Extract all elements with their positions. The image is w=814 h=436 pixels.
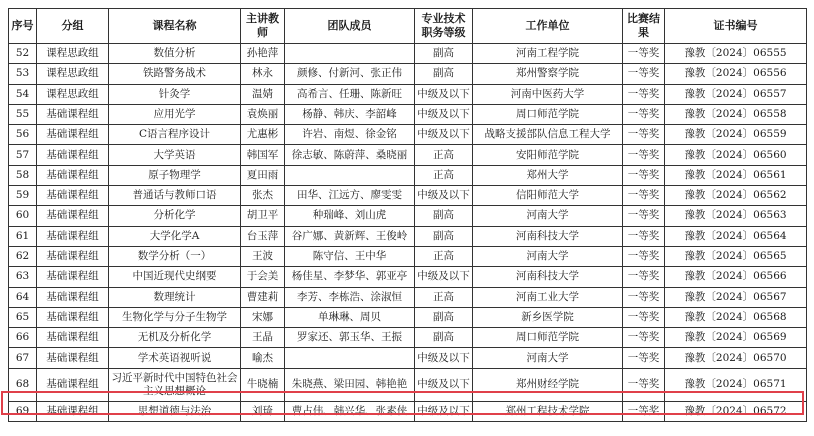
cell-unit: 河南大学 [473,246,623,266]
cell-title: 中级及以下 [415,186,473,206]
cell-title: 副高 [415,307,473,327]
cell-teacher: 宋娜 [241,307,285,327]
cell-result: 一等奖 [623,368,665,401]
cell-cert: 豫教〔2024〕06560 [665,145,807,165]
cell-teacher: 尤惠彬 [241,125,285,145]
table-row [9,165,807,185]
cell-members: 颜修、付新河、张正伟 [285,64,415,84]
award-list-sheet [8,8,806,422]
cell-group: 基础课程组 [37,368,109,401]
cell-unit: 周口师范学院 [473,104,623,124]
cell-no: 61 [9,226,37,246]
cell-no: 65 [9,307,37,327]
cell-title: 中级及以下 [415,84,473,104]
cell-teacher: 喻杰 [241,348,285,368]
cell-cert: 豫教〔2024〕06555 [665,44,807,64]
cell-members [285,348,415,368]
header-result: 比赛结果 [623,9,665,44]
cell-result: 一等奖 [623,104,665,124]
cell-title: 中级及以下 [415,125,473,145]
cell-title: 中级及以下 [415,401,473,421]
cell-teacher: 韩国军 [241,145,285,165]
header-title: 专业技术职务等级 [415,9,473,44]
cell-members: 许岩、南煜、徐金铭 [285,125,415,145]
cell-members: 陈守信、王中华 [285,246,415,266]
cell-cert: 豫教〔2024〕06570 [665,348,807,368]
cell-group: 基础课程组 [37,165,109,185]
table-row [9,84,807,104]
cell-group: 基础课程组 [37,401,109,421]
cell-result: 一等奖 [623,226,665,246]
cell-unit: 信阳师范大学 [473,186,623,206]
cell-title: 副高 [415,226,473,246]
cell-teacher: 刘琦 [241,401,285,421]
cell-title: 中级及以下 [415,267,473,287]
cell-group: 基础课程组 [37,246,109,266]
cell-group: 基础课程组 [37,348,109,368]
cell-cert: 豫教〔2024〕06563 [665,206,807,226]
cell-course: C语言程序设计 [109,125,241,145]
cell-unit: 郑州大学 [473,165,623,185]
cell-members: 杨静、韩庆、李韶峰 [285,104,415,124]
cell-course: 大学化学A [109,226,241,246]
cell-no: 63 [9,267,37,287]
cell-course: 针灸学 [109,84,241,104]
cell-no: 66 [9,328,37,348]
cell-teacher: 王波 [241,246,285,266]
cell-result: 一等奖 [623,287,665,307]
cell-group: 基础课程组 [37,328,109,348]
cell-course: 生物化学与分子生物学 [109,307,241,327]
cell-teacher: 袁焕丽 [241,104,285,124]
cell-title: 正高 [415,145,473,165]
cell-group: 基础课程组 [37,125,109,145]
cell-teacher: 牛晓楠 [241,368,285,401]
cell-unit: 新乡医学院 [473,307,623,327]
cell-teacher: 于会美 [241,267,285,287]
cell-cert: 豫教〔2024〕06562 [665,186,807,206]
table-row [9,368,807,401]
cell-course: 铁路警务战术 [109,64,241,84]
cell-cert: 豫教〔2024〕06567 [665,287,807,307]
cell-no: 58 [9,165,37,185]
cell-no: 54 [9,84,37,104]
cell-teacher: 王晶 [241,328,285,348]
cell-teacher: 林永 [241,64,285,84]
cell-cert: 豫教〔2024〕06566 [665,267,807,287]
cell-group: 基础课程组 [37,104,109,124]
cell-teacher: 温婧 [241,84,285,104]
cell-members: 杨佳星、李梦华、郭亚亭 [285,267,415,287]
cell-result: 一等奖 [623,64,665,84]
cell-result: 一等奖 [623,84,665,104]
cell-unit: 河南大学 [473,206,623,226]
cell-no: 52 [9,44,37,64]
cell-cert: 豫教〔2024〕06561 [665,165,807,185]
cell-title: 正高 [415,165,473,185]
award-table [8,8,807,422]
cell-result: 一等奖 [623,246,665,266]
cell-title: 副高 [415,328,473,348]
cell-course: 数学分析（一） [109,246,241,266]
table-row [9,287,807,307]
table-row [9,328,807,348]
cell-result: 一等奖 [623,165,665,185]
cell-group: 课程思政组 [37,64,109,84]
table-row [9,125,807,145]
cell-title: 副高 [415,206,473,226]
cell-cert: 豫教〔2024〕06565 [665,246,807,266]
header-teacher: 主讲教师 [241,9,285,44]
cell-course: 应用光学 [109,104,241,124]
cell-result: 一等奖 [623,307,665,327]
cell-title: 正高 [415,287,473,307]
cell-cert: 豫教〔2024〕06557 [665,84,807,104]
cell-unit: 河南中医药大学 [473,84,623,104]
cell-unit: 河南科技大学 [473,267,623,287]
table-row [9,401,807,421]
cell-members: 高希言、任珊、陈新旺 [285,84,415,104]
cell-group: 课程思政组 [37,84,109,104]
cell-no: 59 [9,186,37,206]
table-row [9,206,807,226]
cell-title: 副高 [415,64,473,84]
table-row [9,104,807,124]
cell-no: 56 [9,125,37,145]
header-cert: 证书编号 [665,9,807,44]
cell-result: 一等奖 [623,44,665,64]
cell-result: 一等奖 [623,145,665,165]
cell-unit: 周口师范学院 [473,328,623,348]
cell-course: 中国近现代史纲要 [109,267,241,287]
cell-title: 中级及以下 [415,104,473,124]
cell-no: 62 [9,246,37,266]
cell-cert: 豫教〔2024〕06569 [665,328,807,348]
cell-course: 分析化学 [109,206,241,226]
cell-teacher: 胡卫平 [241,206,285,226]
cell-unit: 郑州工程技术学院 [473,401,623,421]
cell-title: 中级及以下 [415,348,473,368]
cell-members: 罗家还、郭玉华、王振 [285,328,415,348]
cell-unit: 战略支援部队信息工程大学 [473,125,623,145]
table-row [9,64,807,84]
cell-members: 朱晓燕、梁田园、韩艳艳 [285,368,415,401]
cell-group: 基础课程组 [37,307,109,327]
cell-unit: 安阳师范学院 [473,145,623,165]
cell-no: 68 [9,368,37,401]
table-row [9,348,807,368]
cell-group: 课程思政组 [37,44,109,64]
cell-cert: 豫教〔2024〕06556 [665,64,807,84]
cell-unit: 郑州财经学院 [473,368,623,401]
cell-no: 67 [9,348,37,368]
cell-no: 55 [9,104,37,124]
cell-group: 基础课程组 [37,267,109,287]
cell-cert: 豫教〔2024〕06559 [665,125,807,145]
cell-cert: 豫教〔2024〕06568 [665,307,807,327]
table-body [9,44,807,422]
cell-group: 基础课程组 [37,226,109,246]
cell-course: 习近平新时代中国特色社会主义思想概论 [109,368,241,401]
cell-teacher: 张杰 [241,186,285,206]
header-group: 分组 [37,9,109,44]
cell-members [285,44,415,64]
table-row [9,44,807,64]
cell-unit: 河南大学 [473,348,623,368]
table-row [9,267,807,287]
cell-course: 无机及分析化学 [109,328,241,348]
cell-group: 基础课程组 [37,145,109,165]
cell-result: 一等奖 [623,328,665,348]
table-header-row [9,9,807,44]
table-row [9,307,807,327]
cell-unit: 郑州警察学院 [473,64,623,84]
cell-unit: 河南工业大学 [473,287,623,307]
cell-teacher: 台玉萍 [241,226,285,246]
table-row [9,145,807,165]
cell-cert: 豫教〔2024〕06572 [665,401,807,421]
cell-members: 徐志敏、陈蔚萍、桑晓丽 [285,145,415,165]
cell-result: 一等奖 [623,186,665,206]
cell-teacher: 孙艳萍 [241,44,285,64]
cell-members: 田华、江远方、廖雯雯 [285,186,415,206]
cell-title: 副高 [415,44,473,64]
cell-course: 数值分析 [109,44,241,64]
cell-no: 64 [9,287,37,307]
table-row [9,186,807,206]
cell-course: 学术英语视听说 [109,348,241,368]
header-no: 序号 [9,9,37,44]
cell-group: 基础课程组 [37,186,109,206]
cell-members [285,165,415,185]
cell-group: 基础课程组 [37,206,109,226]
cell-members: 种瑞峰、刘山虎 [285,206,415,226]
cell-result: 一等奖 [623,267,665,287]
table-row [9,226,807,246]
table-row [9,246,807,266]
cell-members: 谷广娜、黄新辉、王俊岭 [285,226,415,246]
header-unit: 工作单位 [473,9,623,44]
cell-course: 原子物理学 [109,165,241,185]
cell-course: 普通话与教师口语 [109,186,241,206]
cell-cert: 豫教〔2024〕06571 [665,368,807,401]
cell-teacher: 夏田雨 [241,165,285,185]
header-course: 课程名称 [109,9,241,44]
cell-members: 单琳琳、周贝 [285,307,415,327]
cell-no: 69 [9,401,37,421]
cell-members: 曹占伟、韩兴华、张素侠 [285,401,415,421]
cell-result: 一等奖 [623,125,665,145]
cell-cert: 豫教〔2024〕06558 [665,104,807,124]
cell-result: 一等奖 [623,348,665,368]
cell-members: 李芳、李栋浩、涂淑恒 [285,287,415,307]
cell-title: 正高 [415,246,473,266]
cell-no: 60 [9,206,37,226]
cell-cert: 豫教〔2024〕06564 [665,226,807,246]
cell-unit: 河南科技大学 [473,226,623,246]
cell-result: 一等奖 [623,206,665,226]
cell-course: 思想道德与法治 [109,401,241,421]
cell-result: 一等奖 [623,401,665,421]
cell-course: 数理统计 [109,287,241,307]
cell-no: 57 [9,145,37,165]
cell-course: 大学英语 [109,145,241,165]
cell-no: 53 [9,64,37,84]
header-members: 团队成员 [285,9,415,44]
cell-unit: 河南工程学院 [473,44,623,64]
cell-title: 中级及以下 [415,368,473,401]
cell-group: 基础课程组 [37,287,109,307]
cell-teacher: 曹建莉 [241,287,285,307]
